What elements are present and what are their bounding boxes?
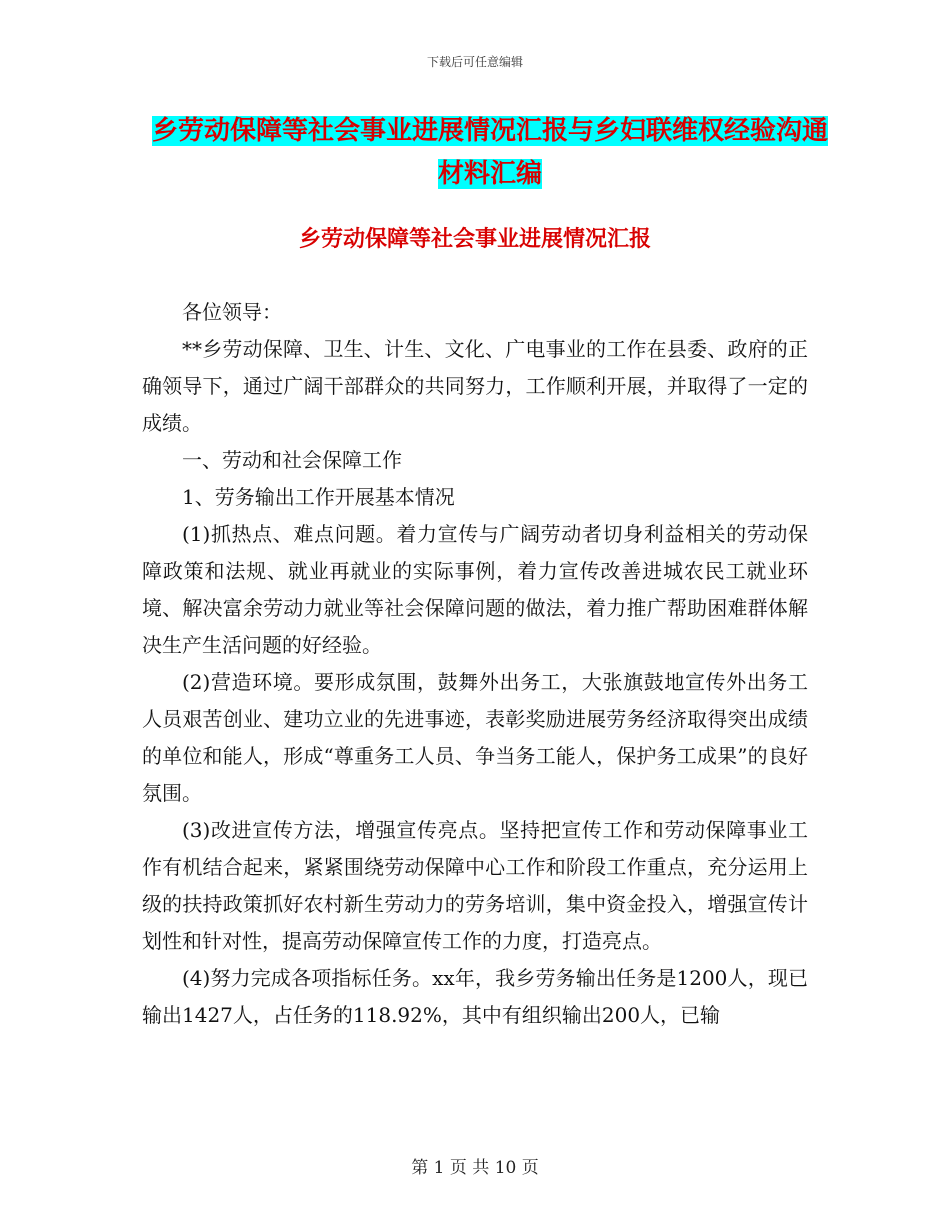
page-footer: 第 1 页 共 10 页 bbox=[411, 1158, 539, 1178]
header-note: 下载后可任意编辑 bbox=[426, 55, 523, 69]
paragraph-intro: **乡劳动保障、卫生、计生、文化、广电事业的工作在县委、政府的正确领导下，通过广阔干部群众的共同努力，工作顺利开展，并取得了一定的成绩。 bbox=[142, 337, 808, 435]
paragraph-greeting: 各位领导： bbox=[182, 300, 282, 324]
heading-labor-security: 一、劳动和社会保障工作 bbox=[182, 448, 402, 472]
paragraph-item-2: (2)营造环境。要形成氛围，鼓舞外出务工，大张旗鼓地宣传外出务工人员艰苦创业、建功立业的先进事迹，表彰奖励进展劳务经济取得突出成绩的单位和能人，形成“尊重务工人员、争当务工能人，保护务工成果”的良好氛围。 bbox=[142, 670, 808, 805]
document-title-text: 乡劳动保障等社会事业进展情况汇报与乡妇联维权经验沟通材料汇编 bbox=[151, 116, 828, 189]
section-title: 乡劳动保障等社会事业进展情况汇报 bbox=[298, 227, 651, 252]
heading-labor-export: 1、劳务输出工作开展基本情况 bbox=[182, 485, 455, 509]
document-title bbox=[150, 110, 830, 196]
paragraph-item-4: (4)努力完成各项指标任务。xx年，我乡劳务输出任务是1200人，现已输出1427人，占任务的118.92%，其中有组织输出200人，已输 bbox=[142, 966, 808, 1027]
paragraph-item-3: (3)改进宣传方法，增强宣传亮点。坚持把宣传工作和劳动保障事业工作有机结合起来，紧紧围绕劳动保障中心工作和阶段工作重点，充分运用上级的扶持政策抓好农村新生劳动力的劳务培训，集中资金投入，增强宣传计划性和针对性，提高劳动保障宣传工作的力度，打造亮点。 bbox=[142, 818, 808, 953]
document-body bbox=[142, 294, 808, 1034]
paragraph-item-1: (1)抓热点、难点问题。着力宣传与广阔劳动者切身利益相关的劳动保障政策和法规、就业再就业的实际事例，着力宣传改善进城农民工就业环境、解决富余劳动力就业等社会保障问题的做法，着力推广帮助困难群体解决生产生活问题的好经验。 bbox=[142, 522, 808, 657]
